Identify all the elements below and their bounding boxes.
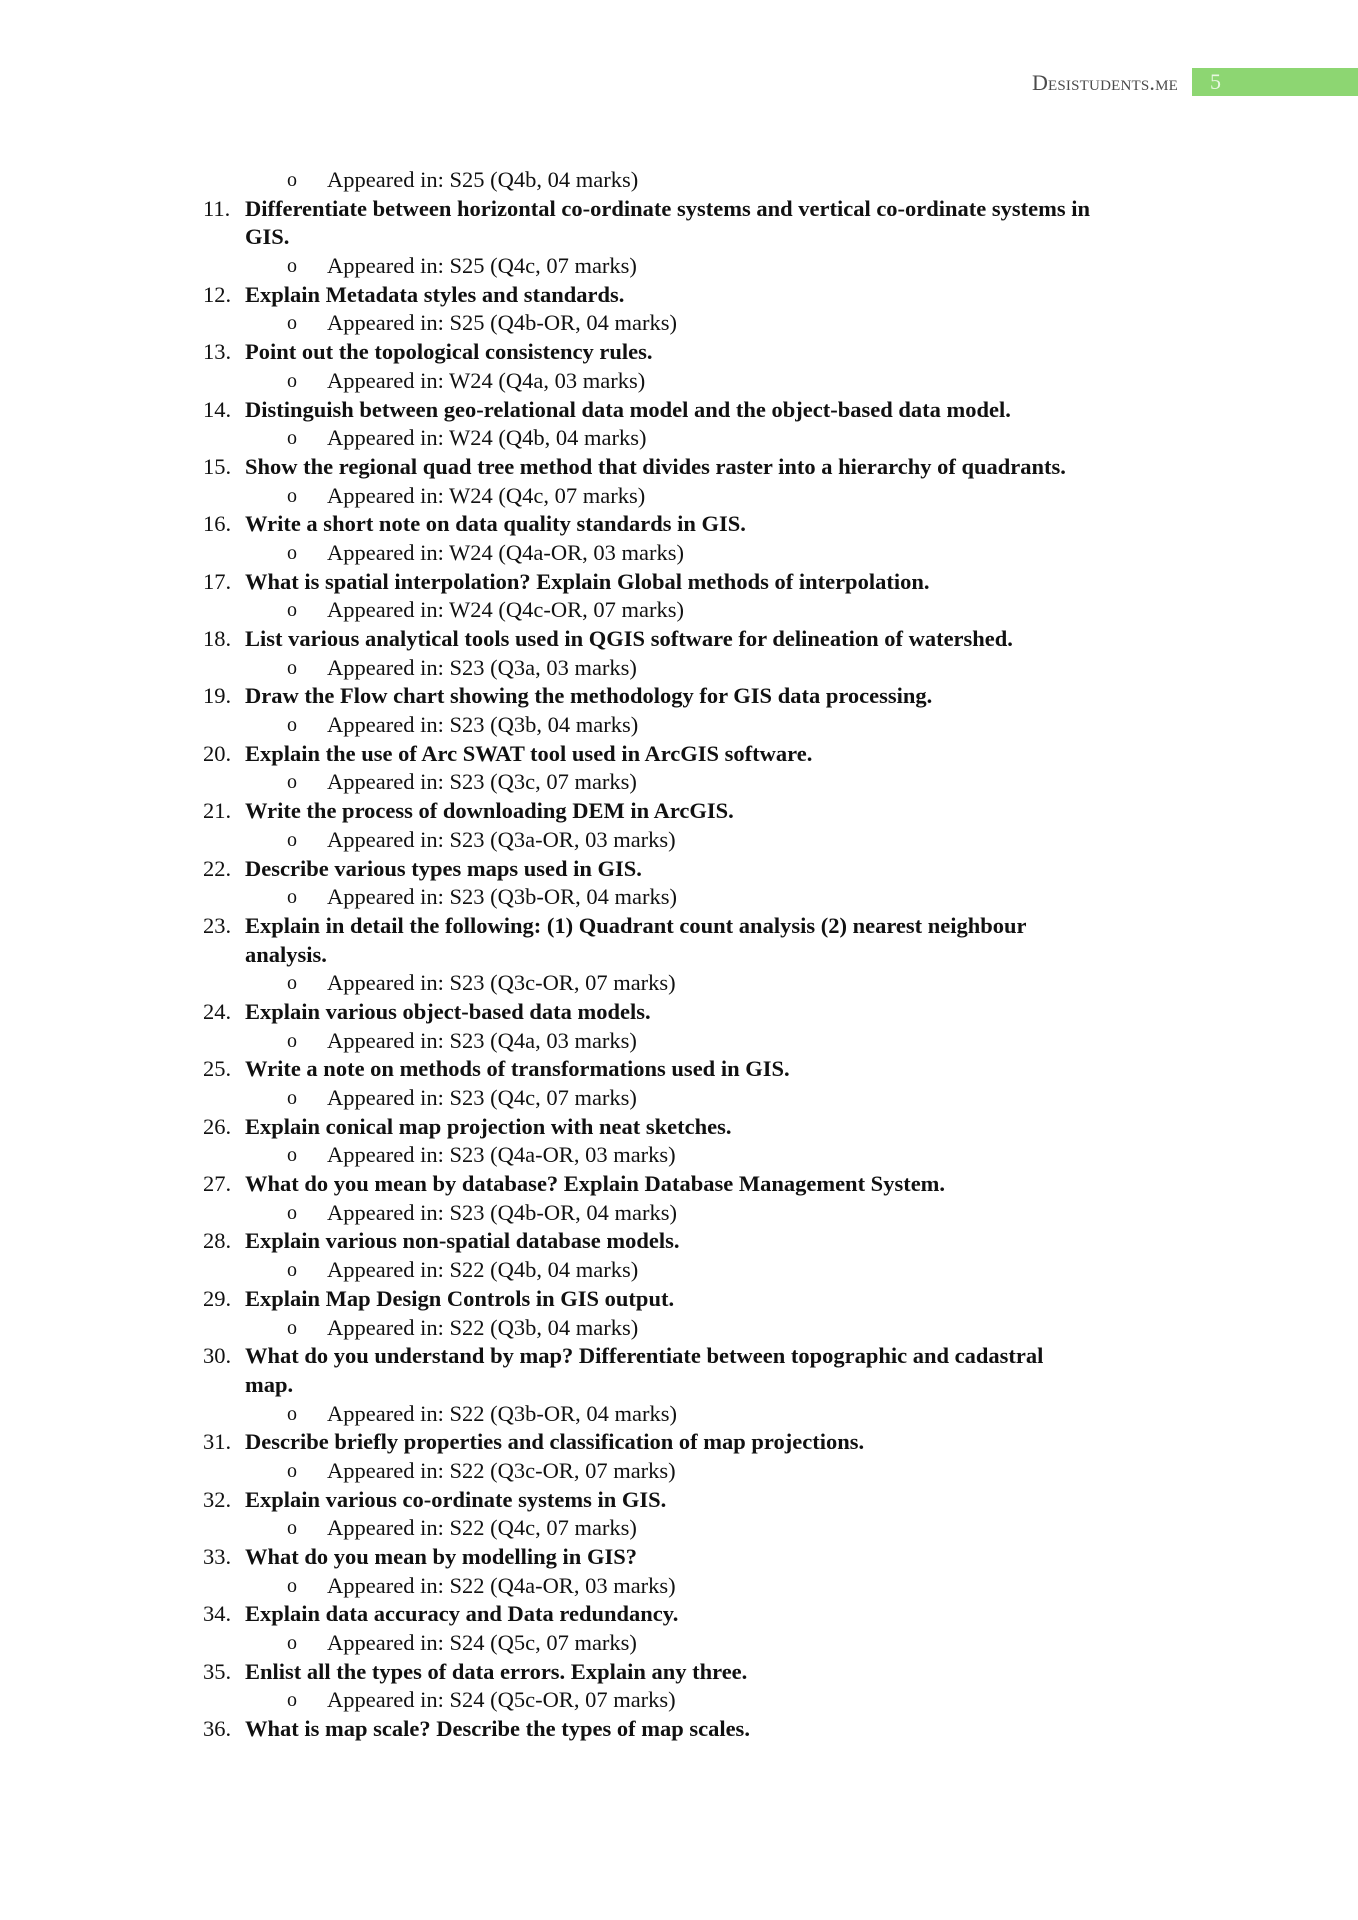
appeared-in-text: Appeared in: W24 (Q4c, 07 marks) bbox=[327, 482, 646, 508]
appeared-in-item bbox=[0, 1514, 1358, 1543]
appeared-in-text: Appeared in: S22 (Q4a-OR, 03 marks) bbox=[327, 1572, 676, 1598]
appeared-in-item bbox=[0, 1141, 1358, 1170]
question-text: Explain in detail the following: (1) Quadrant count analysis (2) nearest neighbour bbox=[245, 912, 1027, 938]
question-item bbox=[0, 912, 1358, 941]
question-item bbox=[0, 1428, 1358, 1457]
question-number: 33. bbox=[203, 1544, 232, 1569]
question-number: 21. bbox=[203, 798, 232, 824]
question-number: 25. bbox=[203, 1056, 232, 1082]
bullet-icon: o bbox=[287, 312, 297, 335]
bullet-icon: o bbox=[287, 1689, 297, 1712]
appeared-in-text: Appeared in: W24 (Q4c-OR, 07 marks) bbox=[327, 597, 684, 623]
appeared-in-item bbox=[0, 1199, 1358, 1228]
bullet-icon: o bbox=[287, 972, 297, 995]
appeared-in-item bbox=[0, 252, 1358, 281]
question-number: 11. bbox=[203, 195, 231, 221]
appeared-in-item bbox=[0, 1027, 1358, 1056]
question-number: 32. bbox=[203, 1486, 232, 1512]
appeared-in-item bbox=[0, 309, 1358, 338]
question-item bbox=[0, 797, 1358, 826]
question-text: Explain Metadata styles and standards. bbox=[245, 281, 625, 307]
appeared-in-item bbox=[0, 539, 1358, 568]
question-number: 26. bbox=[203, 1113, 232, 1139]
question-continuation bbox=[0, 1371, 1358, 1400]
appeared-in-item bbox=[0, 596, 1358, 625]
bullet-icon: o bbox=[287, 886, 297, 909]
question-text: Explain various non-spatial database models. bbox=[245, 1228, 680, 1254]
appeared-in-item bbox=[0, 883, 1358, 912]
question-number: 19. bbox=[203, 683, 232, 709]
bullet-icon: o bbox=[287, 1574, 297, 1597]
question-list bbox=[0, 166, 1358, 1744]
question-text: What do you mean by database? Explain Database Management System. bbox=[245, 1171, 946, 1197]
question-text: Distinguish between geo-relational data model and the object-based data model. bbox=[245, 396, 1011, 422]
appeared-in-text: Appeared in: S23 (Q3b-OR, 04 marks) bbox=[327, 884, 677, 910]
question-text: List various analytical tools used in QGIS software for delineation of watershed. bbox=[245, 626, 1013, 651]
question-item bbox=[0, 1055, 1358, 1084]
question-item bbox=[0, 1658, 1358, 1687]
question-text: analysis. bbox=[245, 941, 327, 967]
question-text: Explain data accuracy and Data redundancy. bbox=[245, 1601, 679, 1627]
question-item bbox=[0, 998, 1358, 1027]
bullet-icon: o bbox=[287, 1087, 297, 1109]
bullet-icon: o bbox=[287, 771, 297, 794]
appeared-in-item bbox=[0, 1314, 1358, 1343]
appeared-in-text: Appeared in: S23 (Q3b, 04 marks) bbox=[327, 712, 639, 738]
question-text: Enlist all the types of data errors. Explain any three. bbox=[245, 1658, 748, 1684]
appeared-in-text: Appeared in: S24 (Q5c, 07 marks) bbox=[327, 1630, 637, 1656]
bullet-icon: o bbox=[287, 1029, 297, 1052]
question-text: What do you mean by modelling in GIS? bbox=[245, 1544, 637, 1569]
question-number: 28. bbox=[203, 1228, 232, 1254]
question-text: Explain various object-based data models. bbox=[245, 998, 651, 1024]
question-number: 22. bbox=[203, 855, 232, 881]
bullet-icon: o bbox=[287, 714, 297, 737]
question-item bbox=[0, 568, 1358, 597]
appeared-in-text: Appeared in: W24 (Q4a-OR, 03 marks) bbox=[327, 539, 684, 565]
question-number: 29. bbox=[203, 1285, 232, 1311]
question-item bbox=[0, 510, 1358, 539]
question-number: 15. bbox=[203, 453, 232, 479]
appeared-in-text: Appeared in: S23 (Q3c, 07 marks) bbox=[327, 769, 637, 795]
question-number: 34. bbox=[203, 1601, 232, 1627]
appeared-in-item bbox=[0, 1256, 1358, 1285]
bullet-icon: o bbox=[287, 427, 297, 450]
question-text: What is spatial interpolation? Explain Global methods of interpolation. bbox=[245, 568, 930, 594]
question-item bbox=[0, 1600, 1358, 1629]
question-text: Point out the topological consistency rules. bbox=[245, 339, 653, 365]
bullet-icon: o bbox=[287, 828, 297, 851]
appeared-in-text: Appeared in: S23 (Q3c-OR, 07 marks) bbox=[327, 970, 676, 996]
question-number: 24. bbox=[203, 998, 232, 1024]
question-item bbox=[0, 625, 1358, 654]
appeared-in-item bbox=[0, 1084, 1358, 1113]
appeared-in-item bbox=[0, 711, 1358, 740]
appeared-in-text: Appeared in: S22 (Q4c, 07 marks) bbox=[327, 1515, 637, 1541]
question-text: Describe various types maps used in GIS. bbox=[245, 855, 642, 881]
appeared-in-item bbox=[0, 482, 1358, 511]
appeared-in-text: Appeared in: S23 (Q3a, 03 marks) bbox=[327, 654, 637, 680]
question-item bbox=[0, 682, 1358, 711]
bullet-icon: o bbox=[287, 656, 297, 679]
appeared-in-text: Appeared in: S23 (Q4b-OR, 04 marks) bbox=[327, 1199, 677, 1225]
question-text: Write a short note on data quality standards in GIS. bbox=[245, 511, 746, 537]
page-header bbox=[0, 68, 1358, 98]
question-number: 13. bbox=[203, 339, 232, 365]
question-number: 18. bbox=[203, 626, 232, 651]
appeared-in-item bbox=[0, 826, 1358, 855]
question-continuation bbox=[0, 941, 1358, 970]
question-number: 36. bbox=[203, 1716, 232, 1742]
bullet-icon: o bbox=[287, 1459, 297, 1482]
question-number: 12. bbox=[203, 281, 232, 307]
question-number: 17. bbox=[203, 568, 232, 594]
question-number: 20. bbox=[203, 740, 232, 766]
appeared-in-item bbox=[0, 969, 1358, 998]
question-text: GIS. bbox=[245, 224, 290, 250]
question-item bbox=[0, 1227, 1358, 1256]
bullet-icon: o bbox=[287, 255, 297, 278]
bullet-icon: o bbox=[287, 484, 297, 507]
question-item bbox=[0, 281, 1358, 310]
question-item bbox=[0, 1285, 1358, 1314]
question-item bbox=[0, 453, 1358, 482]
appeared-in-text: Appeared in: S22 (Q3c-OR, 07 marks) bbox=[327, 1457, 676, 1483]
question-text: Show the regional quad tree method that divides raster into a hierarchy of quadrants. bbox=[245, 453, 1066, 479]
question-number: 27. bbox=[203, 1171, 232, 1197]
question-text: Write the process of downloading DEM in ArcGIS. bbox=[245, 798, 734, 824]
site-name: Desistudents.me bbox=[1031, 70, 1178, 95]
question-item bbox=[0, 195, 1358, 224]
question-text: Write a note on methods of transformations used in GIS. bbox=[245, 1056, 790, 1082]
appeared-in-text: Appeared in: W24 (Q4b, 04 marks) bbox=[327, 425, 647, 451]
bullet-icon: o bbox=[287, 599, 297, 622]
appeared-in-item bbox=[0, 768, 1358, 797]
appeared-in-text: Appeared in: S23 (Q3a-OR, 03 marks) bbox=[327, 826, 676, 852]
question-item bbox=[0, 1170, 1358, 1199]
appeared-in-item bbox=[0, 1400, 1358, 1429]
question-item bbox=[0, 1543, 1358, 1572]
question-text: Explain Map Design Controls in GIS output. bbox=[245, 1285, 675, 1311]
appeared-in-text: Appeared in: S22 (Q3b, 04 marks) bbox=[327, 1314, 639, 1340]
question-item bbox=[0, 1715, 1358, 1744]
appeared-in-item bbox=[0, 424, 1358, 453]
question-item bbox=[0, 855, 1358, 884]
bullet-icon: o bbox=[287, 169, 297, 191]
question-continuation bbox=[0, 223, 1358, 252]
question-text: Describe briefly properties and classification of map projections. bbox=[245, 1429, 865, 1455]
question-text: Draw the Flow chart showing the methodology for GIS data processing. bbox=[245, 683, 933, 709]
bullet-icon: o bbox=[287, 1201, 297, 1224]
appeared-in-item bbox=[0, 1457, 1358, 1486]
question-number: 16. bbox=[203, 511, 232, 537]
appeared-in-item bbox=[0, 1629, 1358, 1658]
question-text: Explain the use of Arc SWAT tool used in ArcGIS software. bbox=[245, 740, 813, 766]
question-number: 30. bbox=[203, 1343, 232, 1369]
appeared-in-text: Appeared in: S23 (Q4c, 07 marks) bbox=[327, 1085, 637, 1110]
question-item bbox=[0, 338, 1358, 367]
appeared-in-text: Appeared in: S24 (Q5c-OR, 07 marks) bbox=[327, 1687, 676, 1713]
question-item bbox=[0, 1342, 1358, 1371]
question-item bbox=[0, 740, 1358, 769]
question-item bbox=[0, 1113, 1358, 1142]
question-text: map. bbox=[245, 1371, 294, 1397]
appeared-in-item bbox=[0, 166, 1358, 195]
question-text: Explain conical map projection with neat sketches. bbox=[245, 1113, 732, 1139]
question-item bbox=[0, 1486, 1358, 1515]
bullet-icon: o bbox=[287, 1632, 297, 1655]
question-number: 23. bbox=[203, 912, 232, 938]
appeared-in-item bbox=[0, 367, 1358, 396]
appeared-in-text: Appeared in: W24 (Q4a, 03 marks) bbox=[327, 367, 646, 393]
appeared-in-text: Appeared in: S25 (Q4c, 07 marks) bbox=[327, 253, 637, 279]
question-text: What do you understand by map? Differentiate between topographic and cadastral bbox=[245, 1343, 1044, 1369]
bullet-icon: o bbox=[287, 1316, 297, 1339]
question-number: 31. bbox=[203, 1429, 232, 1455]
appeared-in-text: Appeared in: S23 (Q4a, 03 marks) bbox=[327, 1027, 637, 1053]
appeared-in-item bbox=[0, 1572, 1358, 1601]
question-text: Explain various co-ordinate systems in GIS. bbox=[245, 1486, 667, 1512]
appeared-in-item bbox=[0, 1686, 1358, 1715]
bullet-icon: o bbox=[287, 1259, 297, 1282]
page-number-box bbox=[1192, 68, 1358, 96]
appeared-in-text: Appeared in: S25 (Q4b, 04 marks) bbox=[327, 167, 639, 192]
bullet-icon: o bbox=[287, 541, 297, 564]
question-text: Differentiate between horizontal co-ordinate systems and vertical co-ordinate systems in bbox=[245, 195, 1091, 221]
question-item bbox=[0, 396, 1358, 425]
bullet-icon: o bbox=[287, 1517, 297, 1540]
appeared-in-text: Appeared in: S22 (Q3b-OR, 04 marks) bbox=[327, 1400, 677, 1426]
question-number: 14. bbox=[203, 396, 232, 422]
bullet-icon: o bbox=[287, 1402, 297, 1425]
page-number: 5 bbox=[1210, 69, 1221, 94]
question-text: What is map scale? Describe the types of map scales. bbox=[245, 1716, 750, 1742]
question-number: 35. bbox=[203, 1658, 232, 1684]
bullet-icon: o bbox=[287, 369, 297, 392]
appeared-in-text: Appeared in: S25 (Q4b-OR, 04 marks) bbox=[327, 310, 677, 336]
appeared-in-text: Appeared in: S22 (Q4b, 04 marks) bbox=[327, 1257, 639, 1283]
bullet-icon: o bbox=[287, 1144, 297, 1167]
appeared-in-item bbox=[0, 654, 1358, 683]
appeared-in-text: Appeared in: S23 (Q4a-OR, 03 marks) bbox=[327, 1142, 676, 1168]
